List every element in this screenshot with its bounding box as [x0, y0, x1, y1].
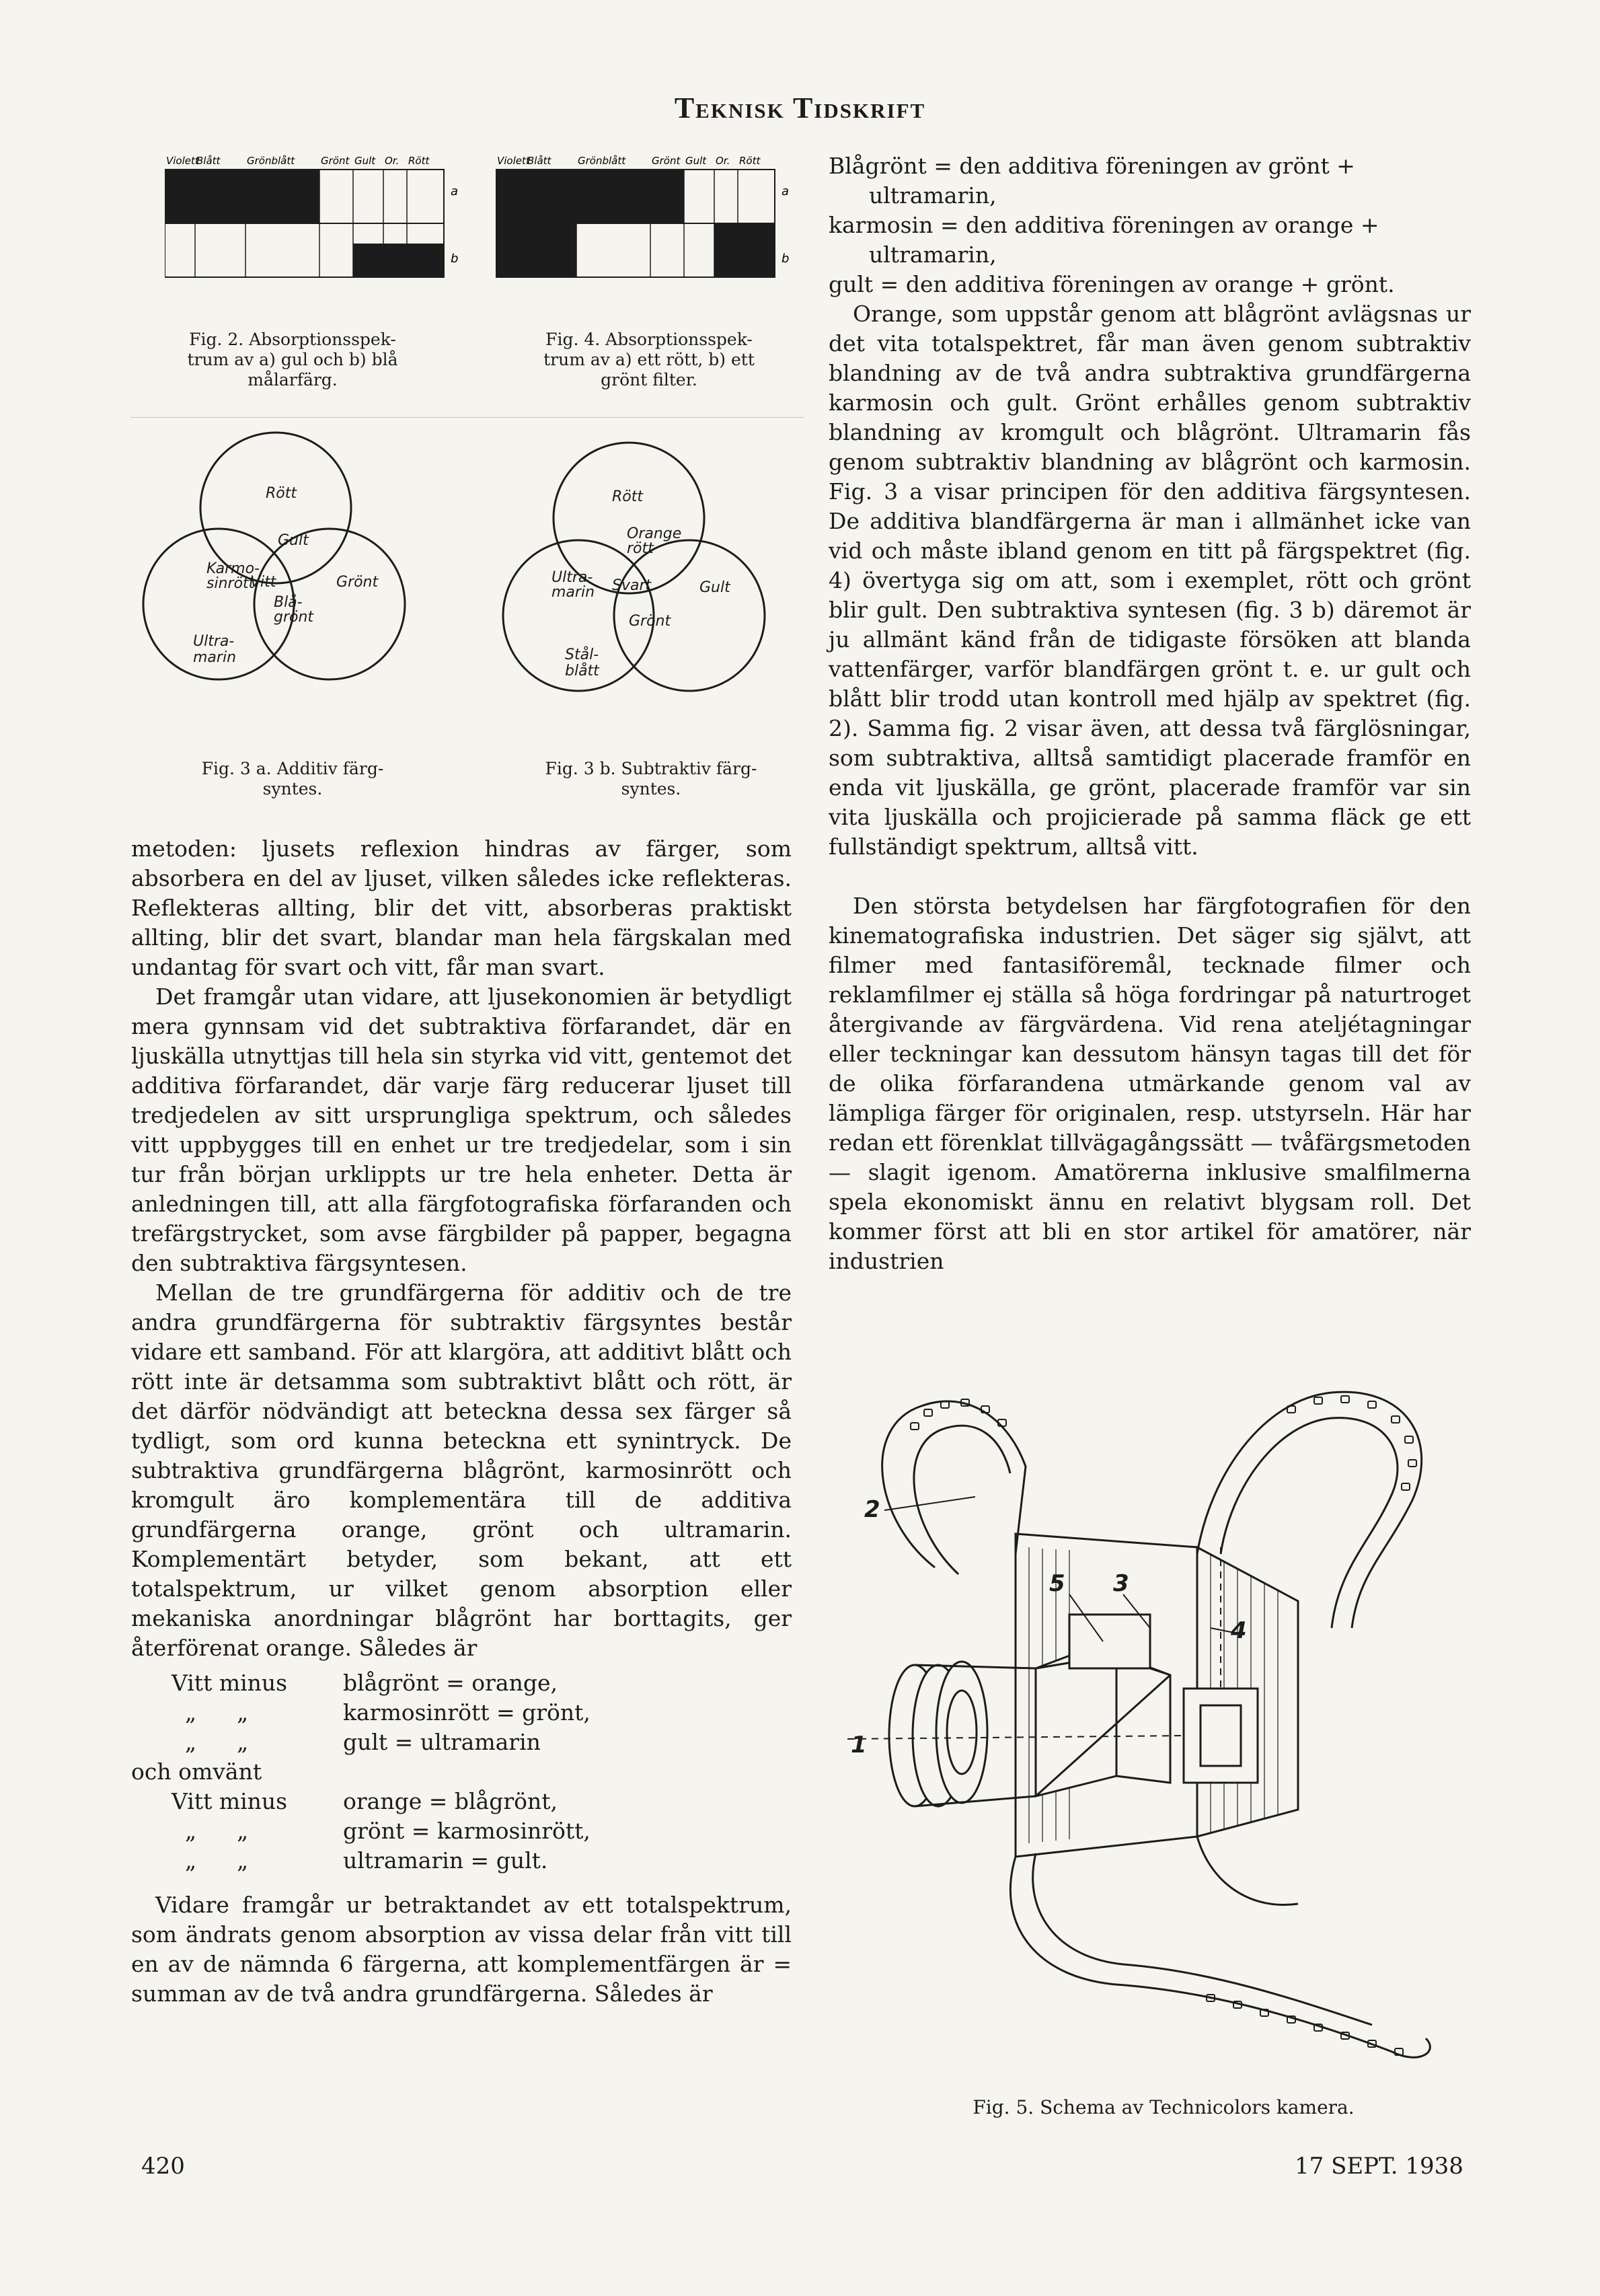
spectrum-label: Rött — [408, 155, 430, 167]
fig5-callout-3: 3 — [1113, 1570, 1129, 1597]
film-sprocket-hole — [1392, 1416, 1400, 1423]
fig5-callout-1: 1 — [851, 1732, 867, 1758]
spectrum-label: Gult — [354, 155, 376, 167]
page-number: 420 — [141, 2153, 185, 2180]
left-paragraph-3: Mellan de tre grundfärgerna för additiv och de tre andra grundfärgerna för subtraktiv färgsyntes består vidare ett samband. För att klargöra, att additivt blått och rött inte är detsamma som subtraktivt blått och rött, är det därför nödvändigt att beteckna dessa sex färger så tydligt, som ord kunna beteckna ett synintryck. De subtraktiva grundfärgerna blågrönt, karmosinrött och kromgult äro komplementära till de additiva grundfärgerna orange, grönt och ultramarin. Komplementärt betyder, som bekant, att ett totalspektrum, ur vilket genom absorption eller mekaniska anordningar blågrönt har borttagits, ger återförenat orange. Således är — [131, 1280, 792, 1661]
absorption-band — [650, 170, 684, 223]
venn3a-label-green: Grönt — [336, 574, 379, 591]
film-sprocket-hole — [911, 1423, 919, 1430]
venn3a-label-white: Vitt — [250, 574, 276, 591]
venn3b-label-orange-red: Orange rött — [627, 525, 682, 557]
absorption-band — [165, 170, 195, 223]
additive-equation-carmine: karmosin = den additiva föreningen av orange + — [829, 212, 1379, 238]
film-sprocket-hole — [924, 1409, 932, 1416]
absorption-band — [496, 170, 526, 223]
spectrum-label: Or. — [385, 155, 399, 167]
issue-date: 17 SEPT. 1938 — [1295, 2153, 1463, 2180]
spectrum-label: Blått — [527, 155, 551, 167]
fig3b-caption: Fig. 3 b. Subtraktiv färg- syntes. — [545, 759, 757, 799]
left-paragraph-4: Vidare framgår ur betraktandet av ett totalspektrum, som ändrats genom absorption av vissa delar från vitt till en av de nämnda 6 färgerna, att komplementfärgen är = summan av de två andra grundfärgerna. Således är — [131, 1892, 792, 2007]
left-paragraph-2: Det framgår utan vidare, att ljusekonomien är betydligt mera gynnsam vid det subtraktiva förfarandet, där en ljuskälla utnyttjas till hela sin styrka vid vitt, gentemot det additiva förfarandet, där varje färg reducerar ljuset till tredjedelen av sitt ursprungliga spektrum, och således vitt uppbygges till en enhet ur tre tredjedelar, som i sin tur från början urklippts ur tre hela enheter. Detta är anledningen till, att alla färgfotografiska förfaranden och trefärgstrycket, som avse färgbilder på papper, begagna den subtraktiva färgsyntesen. — [131, 984, 792, 1276]
venn3a-label-bluegreen: Blå-grönt — [274, 594, 314, 626]
spectrum-label: Grönt — [321, 155, 350, 167]
spectrum-label: Rött — [739, 155, 761, 167]
film-sprocket-hole — [1314, 1397, 1322, 1404]
additive-equation-yellow: gult = den additiva föreningen av orange + grönt. — [829, 271, 1395, 297]
absorption-band — [195, 170, 245, 223]
right-paragraph-2: Den största betydelsen har färgfotografien för den kinematografiska industrien. Det säger sig självt, att filmer med fantasiföremål, tecknade filmer och reklamfilmer ej ställa så höga fordringar på naturtroget återgivande av färgvärdena. Vid rena ateljétagningar eller teckningar kan dessutom hänsyn tagas till det för de olika förfarandena utmärkande genom val av lämpliga färger för originalen, resp. utstyrseln. Här har redan ett förenklat tillvägagångssätt — tvåfärgsmetoden — slagit igenom. Amatörerna inklusive smalfilmerna spela ekonomiskt ännu en relativt blygsam roll. Det kommer först att bli en stor artikel för amatörer, när industrien — [829, 893, 1471, 1274]
spectrum-label: Grönt — [652, 155, 681, 167]
fig3a-additive-venn — [131, 431, 454, 740]
venn3b-label-ultramarine: Ultra-marin — [551, 569, 595, 601]
absorption-band — [526, 170, 576, 223]
fig3b-subtractive-venn — [484, 431, 807, 740]
absorption-band — [407, 244, 444, 277]
spectrum-row-label: a — [451, 184, 459, 198]
absorption-band — [353, 244, 383, 277]
spectrum-label: Grönblått — [578, 155, 626, 167]
spectrum-row-label: a — [782, 184, 790, 198]
fig5-callout-5: 5 — [1049, 1570, 1065, 1597]
fig2-absorption-spectrum — [165, 149, 478, 294]
fig4-absorption-spectrum — [496, 149, 808, 294]
film-sprocket-hole — [1341, 1396, 1349, 1403]
absorption-band — [526, 223, 576, 277]
journal-header: Teknisk Tidskrift — [674, 91, 926, 124]
absorption-band — [496, 223, 526, 277]
absorption-band — [245, 170, 319, 223]
fig4-caption: Fig. 4. Absorptionsspek- trum av a) ett rött, b) ett grönt filter. — [543, 330, 755, 390]
venn3b-label-steelblue: Stål-blått — [565, 646, 599, 679]
divider — [131, 417, 804, 418]
absorption-band — [576, 170, 650, 223]
venn3b-label-yellow: Gult — [699, 579, 730, 596]
film-sprocket-hole — [1368, 1401, 1376, 1408]
fig3a-caption: Fig. 3 a. Additiv färg- syntes. — [201, 759, 384, 799]
right-paragraph-1: Orange, som uppstår genom att blågrönt avlägsnas ur det vita totalspektret, får man även genom subtraktiv blandning av de två andra subtraktiva grundfärgerna karmosin och gult. Grönt erhålles genom subtraktiv blandning av kromgult och blågrönt. Ultramarin fås genom subtraktiv blandning av blågrönt och karmosin. Fig. 3 a visar principen för den additiva färgsyntesen. De additiva blandfärgerna är man i allmänhet icke van vid och måste ibland genom en titt på färgspektret (fig. 4) övertyga sig om att, som i exemplet, rött och grönt blir gult. Den subtraktiva syntesen (fig. 3 b) däremot är ju allmänt känd från de tidigaste försöken att blanda vattenfärger, varför blandfärgen grönt t. e. ur gult och blått blir trodd utan kontroll med hjälp av spektret (fig. 2). Samma fig. 2 visar även, att dessa två färglösningar, som subtraktiva, alltså samtidigt placerade framför en enda vit ljuskälla, ge grönt, placerade framför var sin vita ljuskälla och projicierade på samma fläck ge ett fullständigt spektrum, alltså vitt. — [829, 301, 1471, 860]
absorption-band — [383, 244, 407, 277]
complement-equations: Vitt minus blågrönt = orange, „ „ karmosinrött = grönt, „ „ gult = ultramarin och omvänt Vitt minus orange = blågrönt, „ „ grönt = karmosinrött, „ „ ultramarin = gult. — [131, 1670, 591, 1874]
venn3a-label-ultramarine: Ultra-marin — [193, 633, 237, 666]
right-column: Blågrönt = den additiva föreningen av grönt + ultramarin, karmosin = den additiva föreningen av orange + ultramarin, gult = den additiva föreningen av orange + grönt. Orange, som uppstår genom att blågrönt avlägsnas ur det vita totalspektret, får man även genom subtraktiv blandning av de två andra subtraktiva grundfärgerna karmosin och gult. Grönt erhålles genom subtraktiv blandning av kromgult och blågrönt. Ultramarin fås genom subtraktiv blandning av blågrönt och karmosin. Fig. 3 a visar principen för den additiva färgsyntesen. De additiva blandfärgerna är man i allmänhet icke van vid och måste ibland genom en titt på färgspektret (fig. 4) övertyga sig om att, som i exemplet, rött och grönt blir gult. Den subtraktiva syntesen (fig. 3 b) däremot är ju allmänt känd från de tidigaste försöken att blanda vattenfärger, varför blandfärgen grönt t. e. ur gult och blått blir trodd utan kontroll med hjälp av spektret (fig. 2). Samma fig. 2 visar även, att dessa två färglösningar, som subtraktiva, alltså samtidigt placerade framför en enda vit ljuskälla, ge grönt, placerade framför var sin vita ljuskälla och projicierade på samma fläck ge ett fullständigt spektrum, alltså vitt. Den största betydelsen har färgfotografien för den kinematografiska industrien. Det säger sig självt, att filmer med fantasiföremål, tecknade filmer och reklamfilmer ej ställa så höga fordringar på naturtroget återgivande av färgvärdena. Vid rena ateljétagningar eller teckningar kan dessutom hänsyn tagas till det för de olika förfarandena utmärkande genom val av lämpliga färger för originalen, resp. utstyrseln. Här har redan ett förenklat tillvägagångssätt — tvåfärgsmetoden — slagit igenom. Amatörerna inklusive smalfilmerna spela ekonomiskt ännu en relativt blygsam roll. Det kommer först att bli en stor artikel för amatörer, när industrien — [829, 151, 1471, 1276]
spectrum-row-label: b — [451, 252, 459, 266]
spectrum-label: Violett — [166, 155, 199, 167]
fig2-caption: Fig. 2. Absorptionsspek- trum av a) gul och b) blå målarfärg. — [187, 330, 398, 390]
fig5-caption: Fig. 5. Schema av Technicolors kamera. — [973, 2096, 1355, 2118]
spectrum-label: Blått — [196, 155, 221, 167]
venn3b-label-black: Svart — [612, 577, 652, 594]
left-paragraph-1: metoden: ljusets reflexion hindras av färger, som absorbera en del av ljuset, vilken således icke reflekteras. Reflekteras allting, blir det vitt, absorberas praktiskt allting, blir det svart, blandar man hela färgskalan med undantag för svart och vitt, får man svart. — [131, 836, 792, 980]
additive-equation-bluegreen: Blågrönt = den additiva föreningen av grönt + — [829, 153, 1355, 179]
fig5-callout-2: 2 — [864, 1496, 880, 1523]
film-sprocket-hole — [1405, 1436, 1413, 1443]
film-sprocket-hole — [1408, 1460, 1416, 1467]
venn3a-label-carmine: Karmo-sinrött — [206, 560, 260, 592]
film-sprocket-hole — [1402, 1483, 1410, 1490]
fig5-callout-4: 4 — [1231, 1617, 1247, 1644]
spectrum-row-label: b — [782, 252, 790, 266]
fig5-technicolor-camera-schematic — [834, 1372, 1473, 2085]
spectrum-label: Violett — [497, 155, 530, 167]
spectrum-label: Grönblått — [247, 155, 295, 167]
venn3b-label-red: Rött — [612, 488, 643, 505]
spectrum-label: Gult — [685, 155, 707, 167]
absorption-band — [738, 223, 775, 277]
venn3b-label-green: Grönt — [629, 613, 671, 630]
spectrum-label: Or. — [716, 155, 730, 167]
venn3a-label-red: Rött — [266, 485, 297, 502]
venn3a-label-yellow: Gult — [278, 532, 309, 549]
absorption-band — [714, 223, 738, 277]
left-column — [131, 834, 792, 2009]
